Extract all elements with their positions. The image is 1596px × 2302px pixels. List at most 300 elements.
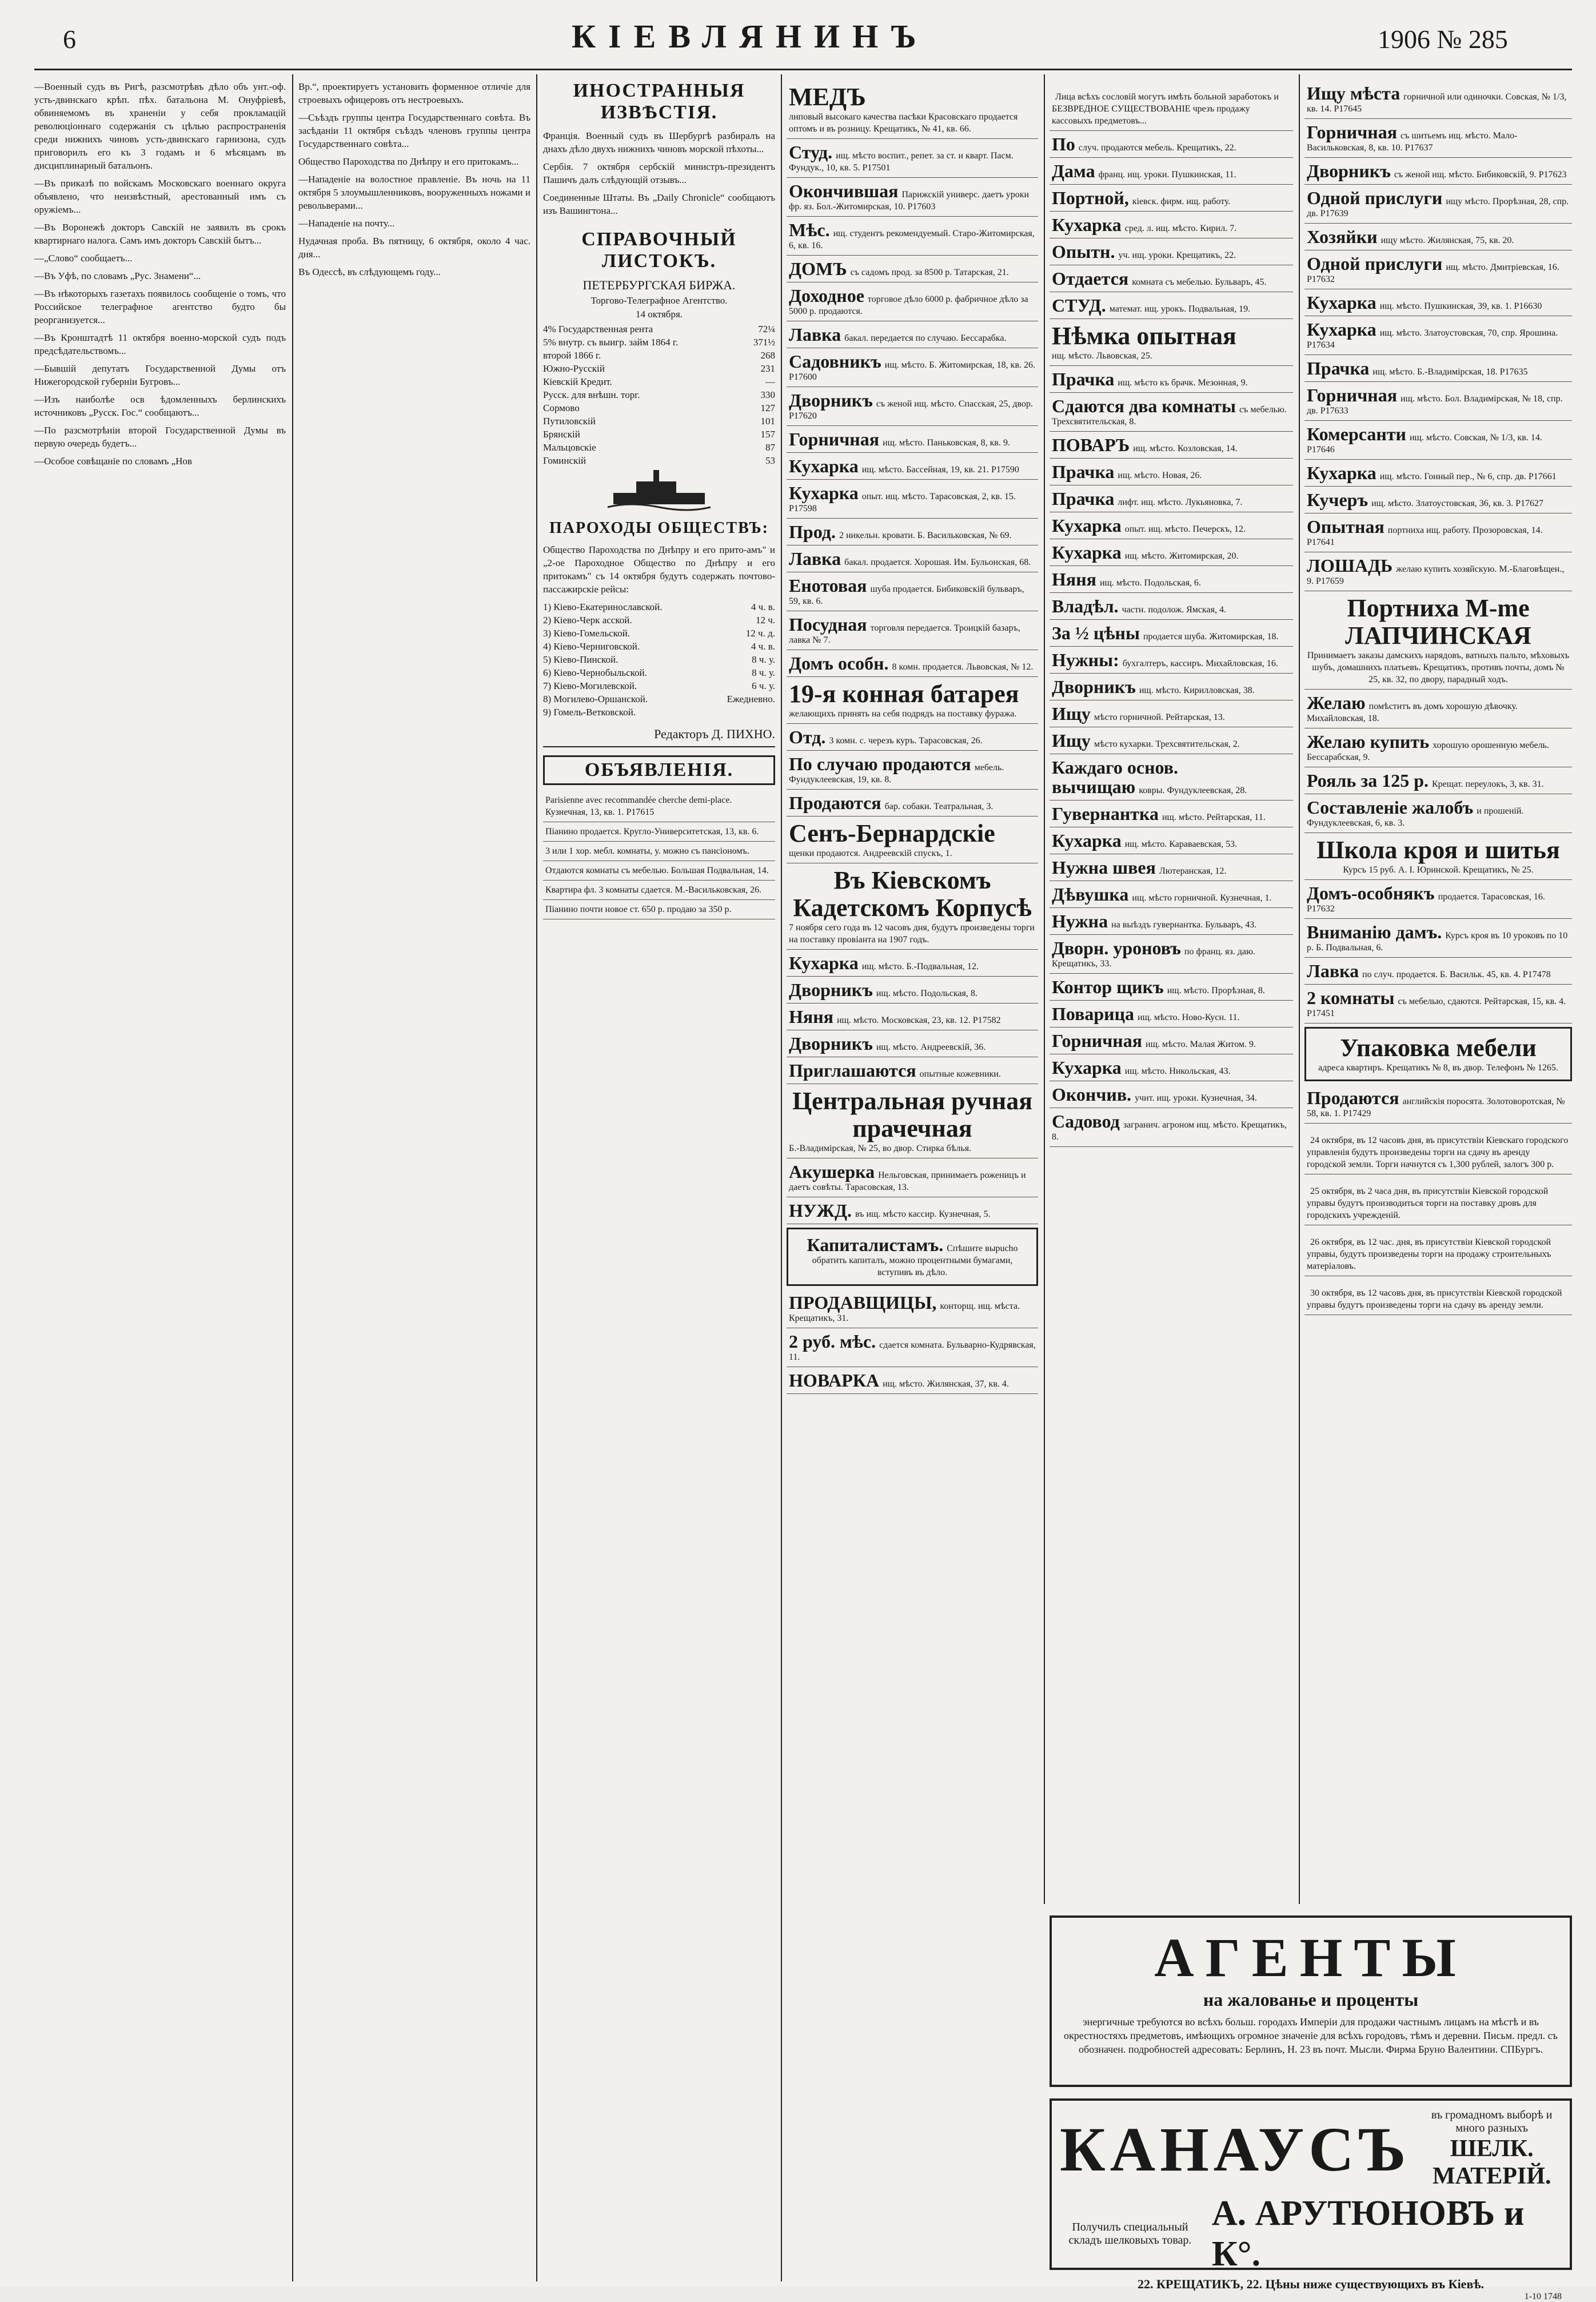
classified-ad <box>787 611 1038 650</box>
classified-ad: Піанино почти новое ст. 650 р. продаю за 350 р. <box>543 900 775 919</box>
ad-keyword: Дворникъ <box>789 390 873 411</box>
ad-text: ищ. мѣсто. Бол. Владимірская, № 18, спр. дв. Р17633 <box>1307 394 1563 416</box>
ad-keyword: Дворникъ <box>789 979 873 1000</box>
ad-text: Б.-Владимірская, № 25, во двор. Стирка бѣлья. <box>789 1144 972 1153</box>
ad-keyword: ЛОШАДЬ <box>1307 555 1393 576</box>
exchange-row <box>543 401 775 415</box>
ad-keyword: Домъ-особнякъ <box>1307 883 1435 903</box>
ad-keyword: Кухарка <box>1052 1057 1122 1078</box>
ad-keyword: МЕДЪ <box>789 83 866 111</box>
classified-ad <box>1050 131 1293 158</box>
ad-keyword: Нужна швея <box>1052 857 1156 878</box>
ad-keyword: Прачка <box>1052 488 1115 509</box>
classified-ad <box>1304 224 1572 250</box>
section-title-foreign: ИНОСТРАННЫЯ ИЗВѢСТІЯ. <box>573 80 745 123</box>
ad-keyword: ПОВАРЪ <box>1052 435 1130 455</box>
ad-text: 24 октября, въ 12 часовъ дня, въ присутствіи Кіевскаго городского управленія будутъ произведены торги на сдачу въ аренду городской земли. Торги начнутся съ 1,300 рублей, залогъ 300 р. <box>1307 1136 1569 1169</box>
shipping-intro: Общество Пароходства по Днѣпру и его прито-амъ" и „2-ое Пароходное Общество по Днѣпру и его притокамъ" съ 14 октября будутъ содержать почтово-пассажирскіе рейсы: <box>543 544 775 595</box>
ad-text: комната съ мебелью. Бульваръ, 45. <box>1132 277 1267 287</box>
exchange-label: 5% внутр. съ выигр. займ 1864 г. <box>543 337 679 348</box>
classified-ad <box>1304 767 1572 794</box>
shipping-row <box>543 692 775 706</box>
ad-keyword: НОВАРКА <box>789 1370 880 1391</box>
ad-keyword: Дворн. уроновъ <box>1052 938 1181 958</box>
classified-ad <box>787 1367 1038 1394</box>
ad-text: бухгалтеръ, кассиръ. Михайловская, 16. <box>1122 659 1278 668</box>
news-paragraph: Нудачная проба. Въ пятницу, 6 октября, около 4 час. дня... <box>298 236 530 260</box>
shipping-row <box>543 653 775 666</box>
shipping-row <box>543 614 775 627</box>
ad-keyword: Лавка <box>789 548 841 569</box>
classified-ad <box>1304 958 1572 985</box>
ad-keyword: Прод. <box>789 521 836 542</box>
ad-keyword: Рояль за 125 р. <box>1307 770 1429 791</box>
ad-text: лифт. ищ. мѣсто. Лукьяновка, 7. <box>1118 497 1243 507</box>
ad-text: 25 октября, въ 2 часа дня, въ присутствіи Кіевской городской управы будутъ производиться торги на поставку дровъ для городскихъ учрежденій. <box>1307 1186 1549 1220</box>
classified-ad <box>1050 1001 1293 1027</box>
route-name: 1) Кіево-Екатеринославской. <box>543 602 663 612</box>
news-paragraph: —Нападеніе на почту... <box>298 218 395 229</box>
exchange-label: Брянскій <box>543 429 580 440</box>
classified-ad <box>787 387 1038 426</box>
classified-ad <box>1304 421 1572 460</box>
shipping-list <box>543 600 775 719</box>
classified-ad <box>787 139 1038 178</box>
shipping-row <box>543 666 775 679</box>
exchange-row <box>543 336 775 349</box>
exchange-title: ПЕТЕРБУРГСКАЯ БИРЖА. <box>582 278 736 292</box>
ad-keyword: Приглашаются <box>789 1060 916 1081</box>
classified-ad <box>1050 935 1293 974</box>
classified-ad <box>1050 566 1293 593</box>
ad-keyword: Дѣвушка <box>1052 884 1129 905</box>
classified-ad <box>1050 158 1293 185</box>
ad-text: конторщ. ищ. мѣста. Крещатикъ, 31. <box>789 1301 1020 1323</box>
classified-ad <box>1304 355 1572 382</box>
ad-keyword: Кухарка <box>1307 463 1376 483</box>
exchange-value: 231 <box>760 363 775 374</box>
ad-keyword: НУЖД. <box>789 1200 852 1221</box>
shipping-row <box>543 600 775 614</box>
ad-text: ищ. мѣсто къ брачк. Мезонная, 9. <box>1118 378 1248 388</box>
ad-keyword: Доходное <box>789 285 864 306</box>
ad-text: Нельговская, принимаетъ роженицъ и даетъ совѣты. Тарасовская, 13. <box>789 1170 1026 1192</box>
ad-text: бар. собаки. Театральная, 3. <box>884 802 993 811</box>
ad-text: адреса квартиръ. Крещатикъ № 8, въ двор. Телефонъ № 1265. <box>1318 1063 1558 1073</box>
ad-keyword: По случаю продаются <box>789 754 971 774</box>
ad-keyword: Горничная <box>1307 385 1398 405</box>
ad-text: по случ. продается. Б. Васильк. 45, кв. 4. Р17478 <box>1362 970 1551 979</box>
ad-text: уч. ищ. уроки. Крещатикъ, 22. <box>1118 250 1236 260</box>
news-paragraph: —„Слово“ сообщаетъ... <box>34 253 133 264</box>
kanaus-firm: А. АРУТЮНОВЪ и К°. <box>1211 2194 1525 2273</box>
ad-keyword: Студ. <box>789 142 833 162</box>
exchange-table <box>543 322 775 467</box>
news-paragraph: Соединенные Штаты. Въ „Daily Chronicle“ сообщаютъ изъ Вашингтона... <box>543 192 775 216</box>
ad-keyword: ПРОДАВЩИЦЫ, <box>789 1292 937 1313</box>
agents-text: энергичные требуются во всѣхъ больш. городахъ Имперіи для продажи частнымъ лицамъ на мѣстѣ и въ окрестностяхъ предметовъ, имѣющихъ огромное значеніе для всѣхъ городовъ, тѣмъ и деревни. Письм. предл. съ обозначен. подробностей адресовать: Берлинъ, Н. 23 въ почт. Мысли. Фирма Бруно Валентини. СПБургъ. <box>1064 2016 1558 2055</box>
ad-text: ищ. мѣсто. Златоустовская, 70, спр. Ярошина. Р17634 <box>1307 328 1558 350</box>
news-paragraph: —Нападеніе на волостное правленіе. Въ ночь на 11 октября 5 злоумышленниковъ, вооруженныхъ ножами и револьверами... <box>298 174 530 211</box>
news-paragraph: —Военный судъ въ Ригѣ, разсмотрѣвъ дѣло объ унт.-оф. усть-двинскаго крѣп. пѣх. батальона М. Онуфріевѣ, обвиняемомъ въ храненіи у себя прокламацій революціоннаго содержанія съ цѣлью распространенія среди нижнихъ чиновъ усть-двинскаго гарнизона, судъ приговорилъ его къ 3 годамъ и 6 мѣсяцамъ въ дисциплинарный батальонъ. <box>34 81 286 171</box>
shipping-row <box>543 706 775 719</box>
classified-ad <box>1050 754 1293 800</box>
shipping-title: ПАРОХОДЫ ОБЩЕСТВЪ: <box>549 519 769 537</box>
ad-keyword: Нужна <box>1052 911 1108 931</box>
section-title-reference: СПРАВОЧНЫЙ ЛИСТОКЪ. <box>581 229 737 272</box>
kanaus-title: КАНАУСЪ <box>1060 2114 1411 2184</box>
classified-ad <box>787 1003 1038 1030</box>
classified-ad <box>787 1057 1038 1084</box>
ad-keyword: Кухарка <box>1052 542 1122 563</box>
classified-ad <box>1304 728 1572 767</box>
ad-keyword: Контор щикъ <box>1052 977 1164 997</box>
ad-text: съ мебелью. Трехсвятительская, 8. <box>1052 405 1287 427</box>
classified-ad <box>787 790 1038 817</box>
classified-ad <box>787 321 1038 348</box>
news-paragraph: —Въ приказѣ по войскамъ Московскаго военнаго округа объявлено, что неизвѣстный, арестованный имъ съ оружіемъ... <box>34 178 286 215</box>
ad-text: съ садомъ прод. за 8500 р. Татарская, 21. <box>850 268 1009 277</box>
ad-text: Крещат. переулокъ, 3, кв. 31. <box>1431 779 1544 789</box>
ad-text: ищ. мѣсто. Андреевскій, 36. <box>876 1042 986 1052</box>
ad-text: ищ. мѣсто. Златоустовская, 36, кв. 3. Р17627 <box>1371 499 1543 508</box>
ad-text: съ мебелью, сдаются. Рейтарская, 15, кв. 4. Р17451 <box>1307 997 1566 1018</box>
classified-ad <box>1050 593 1293 620</box>
classified-ad <box>1050 727 1293 754</box>
classified-ad <box>787 1030 1038 1057</box>
ad-text: ищ. мѣсто. Львовская, 25. <box>1052 351 1152 361</box>
ad-keyword: Сенъ-Бернардскіе <box>789 819 995 847</box>
ad-keyword: Домъ особн. <box>789 653 889 674</box>
news-column-1 <box>34 80 286 2276</box>
classified-ad <box>1050 432 1293 459</box>
ad-keyword: Владѣл. <box>1052 596 1119 616</box>
route-time: 8 ч. у. <box>752 667 775 678</box>
classified-ad <box>1050 292 1293 319</box>
ad-text: продается шуба. Житомирская, 18. <box>1143 632 1279 642</box>
route-time: 12 ч. <box>755 615 775 626</box>
ad-keyword: Акушерка <box>789 1161 875 1182</box>
classified-ad <box>1050 854 1293 881</box>
news-paragraph: —Въ нѣкоторыхъ газетахъ появилось сообщеніе о томъ, что Российское телеграфное агентство будто бы реорганизуется... <box>34 288 286 325</box>
exchange-row <box>543 415 775 428</box>
classified-ad <box>787 217 1038 256</box>
ad-text: продается. Тарасовская, 16. Р17632 <box>1307 892 1545 914</box>
classified-ad <box>1304 158 1572 185</box>
ad-keyword: Поварица <box>1052 1003 1135 1024</box>
ad-text: ищ. мѣсто. Житомирская, 20. <box>1124 551 1239 561</box>
classified-ad <box>1304 460 1572 487</box>
classified-ad <box>787 480 1038 519</box>
classifieds-column-4 <box>787 80 1038 1910</box>
classified-ad <box>1050 700 1293 727</box>
classified-ad <box>1050 1054 1293 1081</box>
ad-text: Лютеранская, 12. <box>1159 866 1227 876</box>
ad-keyword: Лавка <box>789 324 841 345</box>
kanaus-line2: ШЕЛК. МАТЕРІЙ. <box>1432 2136 1551 2189</box>
ad-keyword: Дворникъ <box>789 1033 873 1054</box>
ad-keyword: Опытная <box>1307 516 1384 537</box>
exchange-value: — <box>765 376 775 387</box>
classified-ad <box>1050 485 1293 512</box>
classified-ad <box>787 519 1038 545</box>
ad-text: франц. ищ. уроки. Пушкинская, 11. <box>1098 170 1236 180</box>
ad-keyword: Портной, <box>1052 188 1129 208</box>
classified-ad <box>1050 319 1293 366</box>
classified-ad <box>1050 827 1293 854</box>
ad-text: 2 никельн. кровати. Б. Васильковская, № 69. <box>839 531 1012 540</box>
route-name: 6) Кіево-Чернобыльской. <box>543 667 647 678</box>
ad-text: ищ. мѣсто. Дмитріевская, 16. Р17632 <box>1307 262 1559 284</box>
steamship-icon <box>543 467 775 519</box>
route-time: 4 ч. в. <box>751 641 775 652</box>
news-column-2 <box>298 80 530 2276</box>
classified-ad <box>1050 185 1293 212</box>
ad-text: 3 комн. с. черезъ куръ. Тарасовская, 26. <box>829 736 983 746</box>
ad-text: ищ. мѣсто. Гонный пер., № 6, спр. дв. Р17661 <box>1379 472 1557 481</box>
agents-ad <box>1050 1915 1572 2087</box>
ad-keyword: Садовод <box>1052 1111 1120 1132</box>
classified-ad <box>1050 212 1293 238</box>
ad-text: съ женой ищ. мѣсто. Спасская, 25, двор. Р17620 <box>789 399 1033 421</box>
news-column-3 <box>543 80 775 2276</box>
classified-ad <box>1050 1081 1293 1108</box>
ad-text: английскія поросята. Золотоворотская, № 58, кв. 1. Р17429 <box>1307 1097 1565 1118</box>
ad-text: математ. ищ. урокъ. Подвальная, 19. <box>1109 304 1251 314</box>
classified-ad <box>1304 1085 1572 1124</box>
kanaus-sub: Получилъ специальный складъ шелковыхъ товар. <box>1068 2221 1192 2247</box>
exchange-date: 14 октября. <box>635 309 683 320</box>
classified-ad <box>787 1228 1038 1286</box>
classified-ad <box>787 178 1038 217</box>
ad-text: ищ. мѣсто. Кирилловская, 38. <box>1139 686 1255 695</box>
shipping-row <box>543 640 775 653</box>
ad-keyword: Нужны: <box>1052 650 1119 670</box>
ad-text: ищ. мѣсто. Рейтарская, 11. <box>1162 813 1266 822</box>
classified-ad <box>1304 316 1572 355</box>
classified-ad <box>1050 366 1293 393</box>
ad-text: по франц. яз. даю. Крещатикъ, 33. <box>1052 947 1255 969</box>
newspaper-title: КІЕВЛЯНИНЪ <box>572 18 929 55</box>
ad-keyword: Составленіе жалобъ <box>1307 797 1474 818</box>
kanaus-code: 1-10 1748 <box>1524 2292 1562 2301</box>
ad-keyword: Опытн. <box>1052 241 1115 262</box>
ad-keyword: Отдается <box>1052 268 1129 289</box>
ad-text: ищ. мѣсто. Б. Житомирская, 18, кв. 26. Р17600 <box>789 360 1035 382</box>
ad-text: портниха ищ. работу. Прозоровская, 14. Р17641 <box>1307 525 1543 547</box>
ad-keyword: Прачка <box>1307 358 1370 379</box>
classified-ad <box>1050 1027 1293 1054</box>
classified-ad <box>787 724 1038 751</box>
ad-text: 30 октября, въ 12 часовъ дня, въ присутствіи Кіевской городской управы будутъ произведены торги на сдачу въ аренду земли. <box>1307 1288 1562 1310</box>
classified-ad <box>787 545 1038 572</box>
exchange-row <box>543 441 775 454</box>
ad-text: и прошеній. Фундуклеевская, 6, кв. 3. <box>1307 806 1524 828</box>
ad-text: ищ. мѣсто. Пушкинская, 39, кв. 1. Р16630 <box>1379 301 1542 311</box>
exchange-label: Путиловскій <box>543 416 596 427</box>
ad-text: ищ. мѣсто. Совская, № 1/3, кв. 14. Р17646 <box>1307 433 1542 455</box>
ad-text: ищ. мѣсто. Б.-Подвальная, 12. <box>861 962 979 971</box>
exchange-value: 157 <box>760 429 775 440</box>
classified-ad <box>1050 459 1293 485</box>
classified-ad <box>1050 265 1293 292</box>
classified-ad <box>1304 80 1572 119</box>
route-time: 6 ч. у. <box>752 680 775 691</box>
ad-keyword: Сдаются два комнаты <box>1052 396 1236 416</box>
ad-text: ищ. мѣсто. Б.-Владимірская, 18. Р17635 <box>1372 367 1528 377</box>
column-divider <box>1044 74 1045 1904</box>
ad-text: торговое дѣло 6000 р. фабричное дѣло за 5000 р. продаются. <box>789 294 1028 316</box>
ad-text: помѣститъ въ домъ хорошую дѣвочку. Михайловская, 18. <box>1307 702 1518 723</box>
ad-keyword: Одной прислуги <box>1307 253 1443 274</box>
classified-ad: Піанино продается. Кругло-Университетская, 13, кв. 6. <box>543 822 775 842</box>
exchange-value: 127 <box>760 403 775 413</box>
ad-keyword: Продаются <box>789 792 881 813</box>
column-divider <box>1299 74 1300 1904</box>
classified-ad <box>1050 512 1293 539</box>
ad-text: мебель. Фундуклеевская, 19, кв. 8. <box>789 763 1004 784</box>
column-divider <box>781 74 782 2281</box>
classified-ad <box>1050 974 1293 1001</box>
ad-keyword: Кухарка <box>1052 830 1122 851</box>
classified-ad <box>1304 833 1572 880</box>
ad-keyword: Комерсанти <box>1307 424 1406 444</box>
ad-text: ищу мѣсто. Жилянская, 75, кв. 20. <box>1380 236 1514 245</box>
ad-keyword: Садовникъ <box>789 351 881 372</box>
ad-keyword: Горничная <box>1307 122 1398 142</box>
classified-ad <box>1050 908 1293 935</box>
ad-text: Лица всѣхъ сословій могутъ имѣть больной заработокъ и БЕЗВРЕДНОЕ СУЩЕСТВОВАНІЕ чрезъ продажу кассовыхъ предметовъ... <box>1052 92 1279 126</box>
header-rule <box>34 69 1572 70</box>
exchange-label: Южно-Русскій <box>543 363 605 374</box>
ad-text: ищ. мѣсто. Караваевская, 53. <box>1124 839 1238 849</box>
exchange-row <box>543 388 775 401</box>
exchange-agency: Торгово-Телеграфное Агентство. <box>590 295 728 306</box>
ad-text: съ женой ищ. мѣсто. Бибиковскій, 9. Р17623 <box>1394 170 1567 180</box>
classified-ad <box>787 1328 1038 1367</box>
ad-keyword: Вниманію дамъ. <box>1307 922 1442 942</box>
route-name: 5) Кіево-Пинской. <box>543 654 619 665</box>
ad-text: ищ. мѣсто. Бассейная, 19, кв. 21. Р17590 <box>861 465 1019 475</box>
ad-text: Принимаетъ заказы дамскихъ нарядовъ, ватныхъ пальто, мѣховыхъ шубъ, домашнихъ платьевъ. Крещатикъ, противъ почты, домъ № 25, кв. 32, по двору, парадный ходъ. <box>1307 651 1570 684</box>
ad-keyword: Кучеръ <box>1307 489 1368 510</box>
ad-keyword: Кухарка <box>1307 292 1376 313</box>
ad-text: хорошую орошенную мебель. Бессарабская, 9. <box>1307 740 1549 762</box>
classified-ad <box>1304 382 1572 421</box>
ad-text: шуба продается. Бибиковскій бульваръ, 59, кв. 6. <box>789 584 1024 606</box>
classified-ad <box>1304 513 1572 552</box>
ad-keyword: ДОМЪ <box>789 258 847 279</box>
exchange-value: 371½ <box>753 337 775 348</box>
ad-text: ищ. мѣсто. Новая, 26. <box>1118 471 1202 480</box>
classified-ad <box>1304 1124 1572 1174</box>
ad-keyword: Кухарка <box>1052 515 1122 536</box>
news-paragraph: —По разсмотрѣніи второй Государственной Думы въ первую очередь будетъ... <box>34 425 286 449</box>
exchange-value: 101 <box>760 416 775 427</box>
news-paragraph: —Въ Кронштадтѣ 11 октября военно-морской судъ подъ предсѣдательствомъ... <box>34 332 286 356</box>
classified-ad <box>787 751 1038 790</box>
ad-keyword: Гувернантка <box>1052 803 1159 824</box>
classified-ad <box>787 282 1038 321</box>
ad-keyword: Мѣс. <box>789 220 830 240</box>
ad-keyword: Посудная <box>789 614 867 635</box>
route-name: 2) Кіево-Черк асской. <box>543 615 632 626</box>
ad-text: ищ. мѣсто. Никольская, 43. <box>1124 1066 1231 1076</box>
news-paragraph: Вр.“, проектируетъ установить форменное отличіе для строевыхъ офицеровъ отъ нестроевыхъ. <box>298 81 530 105</box>
route-name: 3) Кіево-Гомельской. <box>543 628 630 639</box>
ad-keyword: Каждаго основ. вычищаю <box>1052 757 1179 797</box>
exchange-label: 4% Государственная рента <box>543 324 653 334</box>
classified-ad: Квартира фл. 3 комнаты сдается. М.-Васильковская, 26. <box>543 881 775 900</box>
classified-ad <box>1304 985 1572 1023</box>
classified-ad <box>787 572 1038 611</box>
ad-text: ковры. Фундуклеевская, 28. <box>1139 786 1247 795</box>
news-paragraph: Сербія. 7 октября сербскій министръ-президентъ Пашичъ далъ слѣдующій отзывъ... <box>543 161 775 185</box>
exchange-row <box>543 428 775 441</box>
page-number: 6 <box>63 25 76 54</box>
classified-ad <box>1304 690 1572 728</box>
ad-text: на выѣздъ гувернантка. Бульваръ, 43. <box>1111 920 1257 930</box>
ad-text: щенки продаются. Андреевскій спускъ, 1. <box>789 849 952 858</box>
kanaus-line1: въ громадномъ выборѣ и много разныхъ <box>1431 2109 1553 2134</box>
ad-keyword: Капиталистамъ. <box>807 1234 944 1255</box>
ad-text: ищ. мѣсто. Козловская, 14. <box>1133 444 1238 453</box>
ad-text: 8 комн. продается. Львовская, № 12. <box>892 662 1034 672</box>
classified-ad <box>787 817 1038 863</box>
ad-text: ищ. мѣсто. Московская, 23, кв. 12. Р17582 <box>836 1015 1001 1025</box>
ad-keyword: Желаю купить <box>1307 731 1430 752</box>
route-name: 4) Кіево-Черниговской. <box>543 641 640 652</box>
classified-ad <box>1304 185 1572 224</box>
ad-keyword: Кухарка <box>1052 214 1122 235</box>
classified-ad <box>1304 119 1572 158</box>
ad-keyword: СТУД. <box>1052 295 1106 316</box>
classified-ad: 3 или 1 хор. мебл. комнаты, у. можно съ пансіономъ. <box>543 842 775 861</box>
ad-keyword: Кухарка <box>789 456 859 476</box>
classified-ad <box>787 453 1038 480</box>
ad-keyword: Упаковка мебели <box>1340 1034 1537 1062</box>
news-paragraph: —Бывшій депутатъ Государственной Думы отъ Нижегородской губерніи Бугровъ... <box>34 363 286 387</box>
classified-ad: Отдаются комнаты съ мебелью. Большая Подвальная, 14. <box>543 861 775 881</box>
exchange-row <box>543 375 775 388</box>
ad-keyword: Лавка <box>1307 961 1359 981</box>
column-divider <box>292 74 293 2281</box>
classified-ad <box>1304 880 1572 919</box>
ad-keyword: Портниха М-me ЛАПЧИНСКАЯ <box>1345 594 1531 650</box>
classified-ad <box>1304 591 1572 690</box>
ad-keyword: Енотовая <box>789 575 867 596</box>
classifieds-column-6 <box>1304 80 1572 1910</box>
news-paragraph: —Въ Воронежѣ докторъ Савскій не заявилъ въ срокъ квартирнаго налога. Самъ имъ докторъ Савскій бытъ... <box>34 222 286 246</box>
ad-keyword: Горничная <box>1052 1030 1143 1051</box>
ad-text: загранич. агроном ищ. мѣсто. Крещатикъ, 8. <box>1052 1120 1287 1142</box>
classified-ad <box>1304 919 1572 958</box>
news-paragraph: —Съѣздъ группы центра Государственнаго совѣта. Въ засѣданіи 11 октября съѣздъ членовъ группы центра Государственнаго совѣта... <box>298 112 530 149</box>
ad-text: ищ. мѣсто воспит., репет. за ст. и кварт. Пасм. Фундук., 10, кв. 5. Р17501 <box>789 151 1014 173</box>
ad-text: ищ. мѣсто. Паньковская, 8, кв. 9. <box>883 438 1010 448</box>
ad-text: кіевск. фирм. ищ. работу. <box>1132 197 1231 206</box>
ad-text: опыт. ищ. мѣсто. Печерскъ, 12. <box>1124 524 1246 534</box>
classified-ad <box>787 80 1038 139</box>
classified-ad <box>787 977 1038 1003</box>
ad-text: 7 ноября сего года въ 12 часовъ дня, будутъ произведены торги на поставку провіанта на 1907 годъ. <box>789 923 1035 945</box>
exchange-value: 72¼ <box>758 324 775 334</box>
ad-keyword: Одной прислуги <box>1307 188 1443 208</box>
ad-text: ищ. мѣсто. Малая Житом. 9. <box>1146 1040 1256 1049</box>
ad-text: липовый высокаго качества пасѣки Красовскаго продается оптомъ и въ розницу. Крещатикъ, № 41, кв. 66. <box>789 112 1018 134</box>
ad-keyword: Няня <box>1052 569 1096 590</box>
ad-text: желаю купить хозяйскую. М.-Благовѣщен., 9. Р17659 <box>1307 564 1565 586</box>
